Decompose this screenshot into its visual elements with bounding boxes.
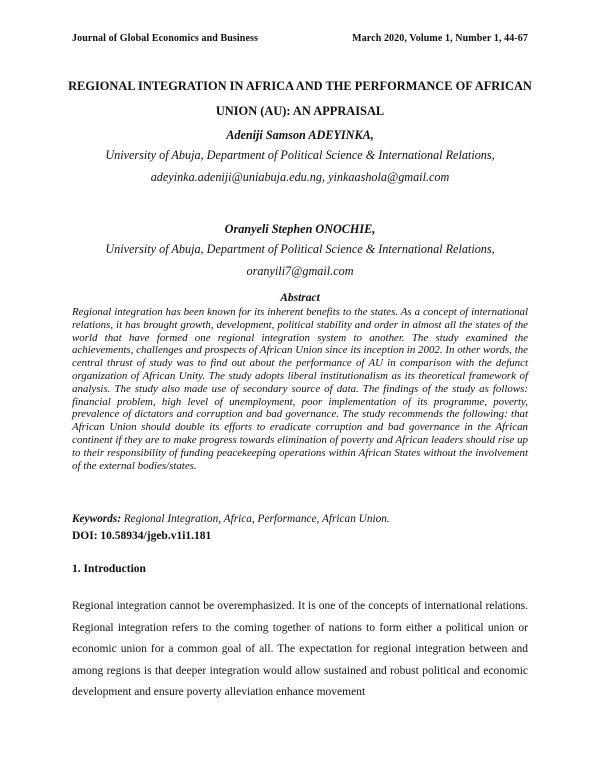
author-email[interactable]: adeyinka.adeniji@uniabuja.edu.ng, yinkaashola@gmail.com	[150, 170, 450, 184]
author-block-2	[40, 220, 560, 282]
abstract-heading: Abstract	[280, 292, 320, 304]
author-name: Adeniji Samson ADEYINKA,	[226, 128, 374, 142]
paper-title: REGIONAL INTEGRATION IN AFRICA AND THE PERFORMANCE OF AFRICAN UNION (AU): AN APPRAISAL	[68, 79, 532, 118]
author-name: Oranyeli Stephen ONOCHIE,	[224, 222, 376, 236]
keywords-text: Regional Integration, Africa, Performance, African Union.	[120, 513, 390, 525]
author-block-1	[40, 126, 560, 188]
journal-name: Journal of Global Economics and Business	[72, 33, 258, 44]
section-body-text: Regional integration cannot be overemphasized. It is one of the concepts of international relations. Regional integration refers to the coming together of nations to form either a political union or economic union for a common goal of all. The expectation for regional integration between and among regions is that deeper integration would allow sustained and robust political and economic development and ensure poverty alleviation enhance movement	[72, 600, 528, 698]
running-header	[72, 33, 528, 44]
doi-link[interactable]: DOI: 10.58934/jgeb.v1i1.181	[72, 530, 212, 542]
issue-info: March 2020, Volume 1, Number 1, 44-67	[352, 33, 528, 44]
keywords-line	[72, 513, 528, 525]
author-affiliation: University of Abuja, Department of Political Science & International Relations,	[105, 148, 495, 162]
section-heading: 1. Introduction	[72, 563, 146, 575]
author-affiliation: University of Abuja, Department of Political Science & International Relations,	[105, 242, 495, 256]
author-email[interactable]: oranyili7@gmail.com	[246, 264, 354, 278]
keywords-label: Keywords:	[72, 513, 121, 525]
abstract-text: Regional integration has been known for its inherent benefits to the states. As a concept of international relations, it has brought growth, development, political stability and order in almost all the states of the world that have formed one regional integration system to another. The study examined the achievements, challenges and prospects of African Union since its inception in 2002. In other words, the central thrust of study was to find out about the performance of AU in comparison with the defunct organization of African Unity. The study adopts liberal institutionalism as its theoretical framework of analysis. The study also made use of secondary source of data. The findings of the study as follows: financial problem, high level of unemployment, poor implementation of its programme, poverty, prevalence of dictators and corruption and bad governance. The study recommends the following: that African Union should double its efforts to eradicate corruption and bad governance in the African continent if they are to make progress towards elimination of poverty and African leaders should rise up to their responsibility of funding peacekeeping operations within African States without the involvement of the external bodies/states.	[72, 306, 528, 472]
